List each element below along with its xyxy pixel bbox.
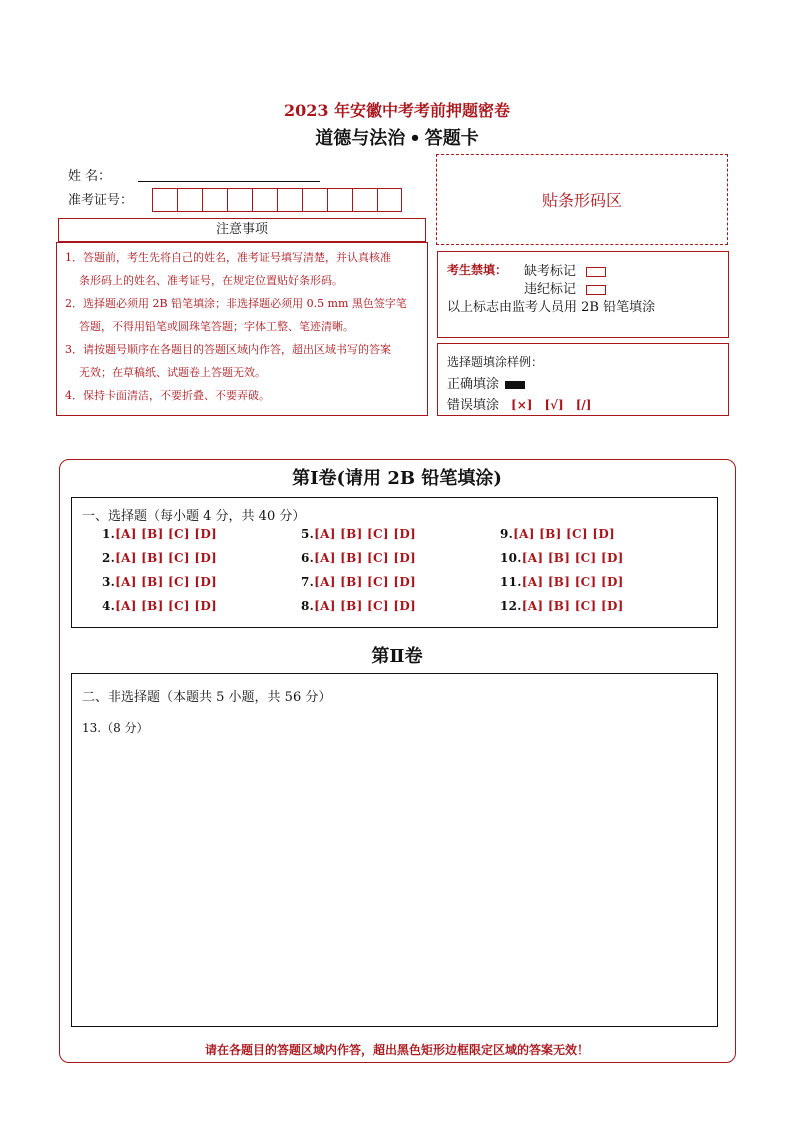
question-number: 7. <box>301 575 315 589</box>
answer-options[interactable]: [A] [B] [C] [D] <box>513 527 616 541</box>
choice-question-8[interactable] <box>301 599 416 613</box>
answer-options[interactable]: [A] [B] [C] [D] <box>521 599 624 613</box>
choice-question-1[interactable] <box>102 527 217 541</box>
exam-id-boxes[interactable] <box>152 188 402 212</box>
answer-options[interactable]: [A] [B] [C] [D] <box>521 575 624 589</box>
id-digit-box[interactable] <box>227 188 252 212</box>
notice-list <box>56 242 428 416</box>
choice-question-6[interactable] <box>301 551 416 565</box>
wrong-mark: [×] <box>511 398 533 412</box>
answer-options[interactable]: [A] [B] [C] [D] <box>521 551 624 565</box>
id-digit-box[interactable] <box>377 188 402 212</box>
answer-options[interactable]: [A] [B] [C] [D] <box>314 575 417 589</box>
notice-text: 2．选择题必须用 2B 铅笔填涂；非选择题必须用 0.5 mm 黑色签字笔 <box>65 297 407 310</box>
name-label: 姓 名： <box>68 169 112 184</box>
notice-item <box>65 246 421 292</box>
part2-title: 第Ⅱ卷 <box>371 646 423 667</box>
choice-question-4[interactable] <box>102 599 217 613</box>
absent-label: 缺考标记 <box>524 264 577 279</box>
question-number: 8. <box>301 599 315 613</box>
question-number: 9. <box>500 527 514 541</box>
filled-mark-icon <box>505 381 525 389</box>
question-number: 4. <box>102 599 116 613</box>
choice-question-10[interactable] <box>500 551 624 565</box>
choice-question-2[interactable] <box>102 551 217 565</box>
question-number: 10. <box>500 551 522 565</box>
choice-question-9[interactable] <box>500 527 615 541</box>
question-number: 3. <box>102 575 116 589</box>
notice-item <box>65 338 421 384</box>
id-digit-box[interactable] <box>302 188 327 212</box>
answer-options[interactable]: [A] [B] [C] [D] <box>314 527 417 541</box>
question-number: 5. <box>301 527 315 541</box>
correct-sample <box>447 373 525 392</box>
answer-options[interactable]: [A] [B] [C] [D] <box>115 527 218 541</box>
choice-question-12[interactable] <box>500 599 624 613</box>
id-digit-box[interactable] <box>152 188 177 212</box>
answer-options[interactable]: [A] [B] [C] [D] <box>314 599 417 613</box>
title-dot: • <box>409 128 421 149</box>
notice-item <box>65 292 421 338</box>
wrong-mark: [√] <box>544 398 564 412</box>
id-digit-box[interactable] <box>252 188 277 212</box>
violation-checkbox[interactable] <box>586 285 606 295</box>
question-number: 6. <box>301 551 315 565</box>
id-digit-box[interactable] <box>277 188 302 212</box>
notice-text: 1．答题前，考生先将自己的姓名，准考证号填写清楚，并认真核准 <box>65 251 391 264</box>
violation-mark-row <box>524 278 606 297</box>
id-digit-box[interactable] <box>327 188 352 212</box>
barcode-area: 贴条形码区 <box>436 154 728 245</box>
wrong-mark: [/] <box>575 398 592 412</box>
notice-item <box>65 384 421 407</box>
non-choice-title: 二、非选择题（本题共 5 小题，共 56 分） <box>82 690 332 705</box>
name-input-line[interactable] <box>138 181 320 182</box>
choice-question-5[interactable] <box>301 527 416 541</box>
fill-sample-box <box>437 343 729 416</box>
id-digit-box[interactable] <box>352 188 377 212</box>
id-digit-box[interactable] <box>202 188 227 212</box>
disciplinary-box <box>437 251 729 338</box>
answer-options[interactable]: [A] [B] [C] [D] <box>314 551 417 565</box>
exam-title: 2023 年安徽中考考前押题密卷 <box>283 101 511 120</box>
notice-text: 3．请按题号顺序在各题目的答题区域内作答，超出区域书写的答案 <box>65 343 391 356</box>
correct-label: 正确填涂 <box>447 377 500 392</box>
part1-title: 第Ⅰ卷(请用 2B 铅笔填涂) <box>292 468 502 489</box>
notice-heading: 注意事项 <box>58 218 426 242</box>
answer-options[interactable]: [A] [B] [C] [D] <box>115 599 218 613</box>
notice-text: 答题，不得用铅笔或圆珠笔答题；字体工整、笔迹清晰。 <box>79 320 354 333</box>
question-number: 1. <box>102 527 116 541</box>
choice-question-7[interactable] <box>301 575 416 589</box>
answer-options[interactable]: [A] [B] [C] [D] <box>115 551 218 565</box>
absent-mark-row <box>524 260 606 279</box>
notice-text: 4．保持卡面清洁，不要折叠、不要弄破。 <box>65 389 270 402</box>
disciplinary-heading: 考生禁填： <box>447 263 508 277</box>
notice-text: 无效；在草稿纸、试题卷上答题无效。 <box>79 366 266 379</box>
question-number: 12. <box>500 599 522 613</box>
violation-label: 违纪标记 <box>524 282 577 297</box>
choice-question-3[interactable] <box>102 575 217 589</box>
wrong-sample <box>447 394 591 413</box>
notice-text: 条形码上的姓名、准考证号，在规定位置贴好条形码。 <box>79 274 343 287</box>
non-choice-answer-area[interactable] <box>71 673 718 1027</box>
answer-options[interactable]: [A] [B] [C] [D] <box>115 575 218 589</box>
question-13-label: 13.（8 分） <box>82 721 149 735</box>
subject-title <box>0 124 794 150</box>
absent-checkbox[interactable] <box>586 267 606 277</box>
disciplinary-note: 以上标志由监考人员用 2B 铅笔填涂 <box>447 300 656 315</box>
choice-section-title: 一、选择题（每小题 4 分，共 40 分） <box>82 509 306 524</box>
id-digit-box[interactable] <box>177 188 202 212</box>
footer-warning: 请在各题目的答题区域内作答，超出黑色矩形边框限定区域的答案无效！ <box>204 1043 589 1057</box>
choice-question-11[interactable] <box>500 575 624 589</box>
question-number: 2. <box>102 551 116 565</box>
question-number: 11. <box>500 575 522 589</box>
id-label: 准考证号： <box>68 193 134 208</box>
subject-name: 道德与法治 <box>315 128 406 149</box>
wrong-label: 错误填涂 <box>447 398 500 413</box>
sample-heading: 选择题填涂样例： <box>447 355 544 369</box>
answer-card-label: 答题卡 <box>424 128 479 149</box>
